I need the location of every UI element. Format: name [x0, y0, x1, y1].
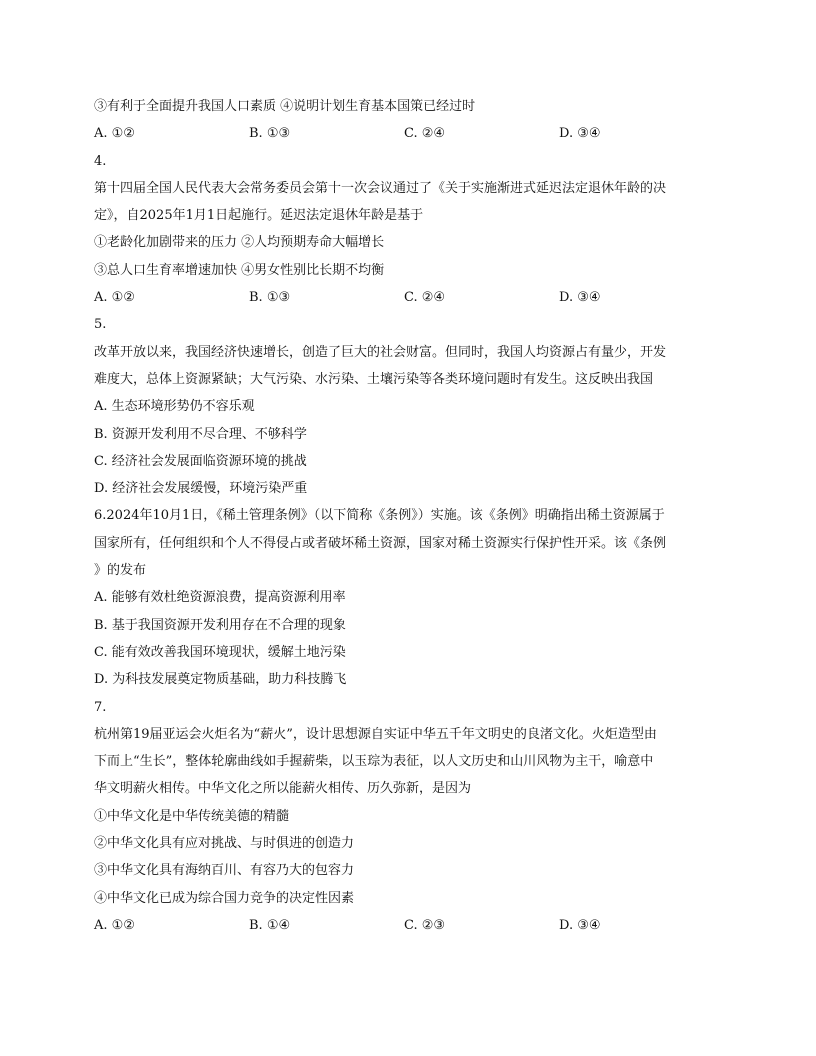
q7-statement-1: ①中华文化是中华传统美德的精髓 — [94, 808, 290, 824]
q4-option-b[interactable]: B. ①③ — [249, 290, 291, 306]
q7-number: 7. — [94, 699, 107, 715]
q6-stem-line-1: 6.2024年10月1日，《稀土管理条例》（以下简称《条例》）实施。该《条例》明确指出稀土资源属于 — [94, 508, 665, 524]
q4-stem-line-2: 定》，自2025年1月1日起施行。延迟法定退休年龄是基于 — [94, 208, 424, 224]
q6-stem-line-3: 》的发布 — [94, 563, 147, 579]
q3-option-d[interactable]: D. ③④ — [559, 126, 601, 142]
q3-option-c[interactable]: C. ②④ — [404, 126, 446, 142]
q7-stem-line-2: 下而上“生长”，整体轮廓曲线如手握薪柴，以玉琮为表征，以人文历史和山川风物为主干，喻意中 — [94, 754, 654, 770]
q7-statement-3: ③中华文化具有海纳百川、有容乃大的包容力 — [94, 863, 355, 879]
q5-option-a[interactable]: A. 生态环境形势仍不容乐观 — [94, 399, 255, 415]
q6-option-b[interactable]: B. 基于我国资源开发利用存在不合理的现象 — [94, 617, 346, 633]
q7-option-c[interactable]: C. ②③ — [404, 917, 446, 933]
q4-options — [94, 284, 724, 311]
q4-option-a[interactable]: A. ①② — [94, 290, 135, 306]
q3-option-a[interactable]: A. ①② — [94, 126, 135, 142]
q5-number: 5. — [94, 317, 107, 333]
q4-statement-2: ③总人口生育率增速加快 ④男女性别比长期不均衡 — [94, 262, 385, 278]
q6-option-c[interactable]: C. 能有效改善我国环境现状，缓解土地污染 — [94, 644, 346, 660]
q5-option-b[interactable]: B. 资源开发利用不尽合理、不够科学 — [94, 426, 307, 442]
q7-option-d[interactable]: D. ③④ — [559, 917, 601, 933]
q4-option-d[interactable]: D. ③④ — [559, 290, 601, 306]
q7-stem-line-1: 杭州第19届亚运会火炬名为“薪火”，设计思想源自实证中华五千年文明史的良渚文化。火炬造型由 — [94, 726, 657, 742]
q4-number: 4. — [94, 153, 107, 169]
q4-statement-1: ①老龄化加剧带来的压力 ②人均预期寿命大幅增长 — [94, 235, 385, 251]
q5-option-c[interactable]: C. 经济社会发展面临资源环境的挑战 — [94, 453, 307, 469]
q4-stem-line-1: 第十四届全国人民代表大会常务委员会第十一次会议通过了《关于实施渐进式延迟法定退休年龄的决 — [94, 180, 667, 196]
question-content — [94, 93, 724, 939]
q5-stem-line-1: 改革开放以来，我国经济快速增长，创造了巨大的社会财富。但同时，我国人均资源占有量少，开发 — [94, 344, 667, 360]
q3-option-b[interactable]: B. ①③ — [249, 126, 291, 142]
q6-option-d[interactable]: D. 为科技发展奠定物质基础，助力科技腾飞 — [94, 672, 347, 688]
q6-option-a[interactable]: A. 能够有效杜绝资源浪费，提高资源利用率 — [94, 590, 346, 606]
q7-statement-2: ②中华文化具有应对挑战、与时俱进的创造力 — [94, 836, 355, 852]
q6-stem-line-2: 国家所有，任何组织和个人不得侵占或者破坏稀土资源，国家对稀土资源实行保护性开采。该《条例 — [94, 535, 667, 551]
q7-options — [94, 912, 724, 939]
q7-stem-line-3: 华文明薪火相传。中华文化之所以能薪火相传、历久弥新，是因为 — [94, 781, 472, 797]
q7-option-b[interactable]: B. ①④ — [249, 917, 291, 933]
q4-option-c[interactable]: C. ②④ — [404, 290, 446, 306]
q7-statement-4: ④中华文化已成为综合国力竞争的决定性因素 — [94, 890, 355, 906]
q5-option-d[interactable]: D. 经济社会发展缓慢，环境污染严重 — [94, 481, 308, 497]
q3-statement: ③有利于全面提升我国人口素质 ④说明计划生育基本国策已经过时 — [94, 99, 476, 114]
q3-options — [94, 120, 724, 147]
q5-stem-line-2: 难度大，总体上资源紧缺；大气污染、水污染、土壤污染等各类环境问题时有发生。这反映出我国 — [94, 371, 654, 387]
q7-option-a[interactable]: A. ①② — [94, 917, 135, 933]
